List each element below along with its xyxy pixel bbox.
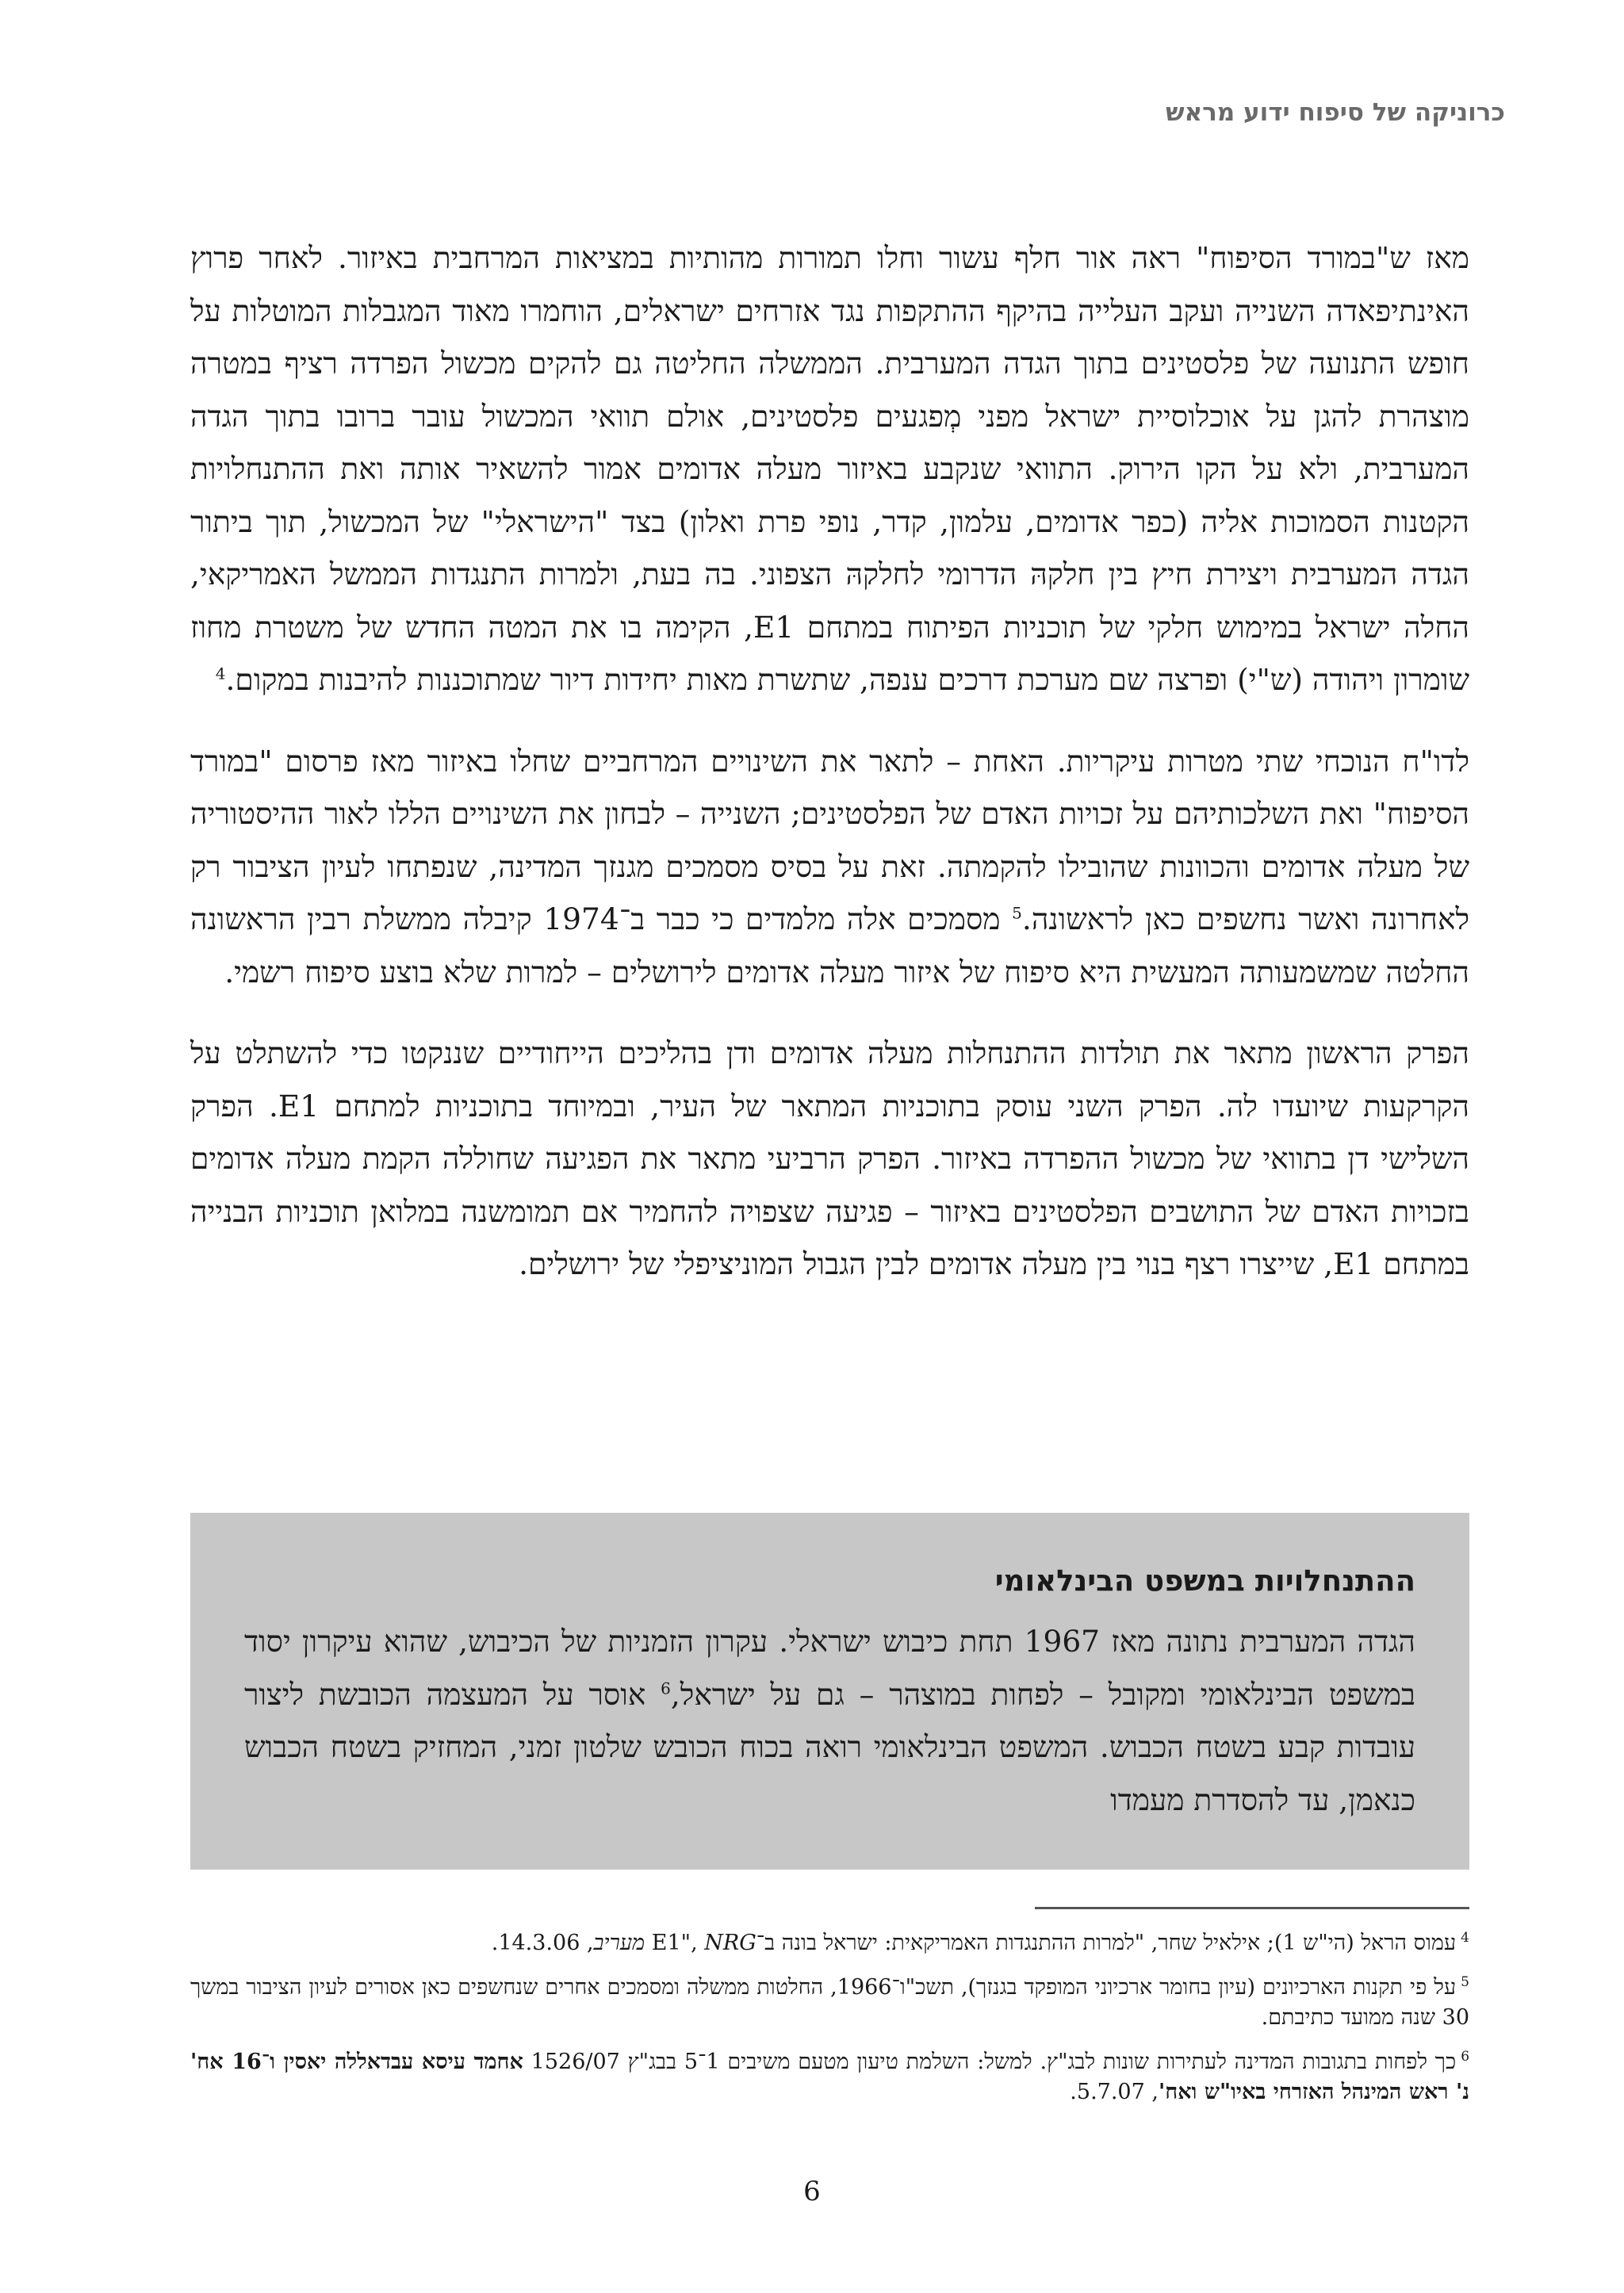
page-number: 6 <box>803 2176 821 2207</box>
footnote-ref-6[interactable]: 6 <box>661 1679 671 1698</box>
footnote-text: עמוס הראל (הי"ש 1); אילאיל שחר, "למרות ההתנגדות האמריקאית: ישראל בונה ב־E1", <box>651 1931 1457 1955</box>
footnote-6 <box>190 2047 1469 2107</box>
box-text-b: אוסר על המעצמה הכובשת ליצור עובדות קבע בשטח הכבוש. המשפט הבינלאומי רואה בכוח הכובש שלטון זמני, המחזיק בשטח הכבוש כנאמן, עד להסדרת מעמדו <box>244 1676 1415 1817</box>
footnote-5 <box>190 1973 1469 2033</box>
footnotes <box>190 1928 1469 2122</box>
box-text <box>244 1615 1415 1826</box>
paragraph-3 <box>190 1027 1469 1291</box>
footnote-text: , 14.3.06. <box>491 1931 594 1955</box>
body-text <box>190 232 1469 1319</box>
footnote-number: 4 <box>1461 1930 1469 1946</box>
footnote-text: כך לפחות בתגובות המדינה לעתירות שונות לבג"ץ. למשל: השלמת טיעון מטעם משיבים 1־5 בבג"ץ 1526/07 <box>523 2050 1457 2074</box>
footnote-ref-4[interactable]: 4 <box>215 664 226 683</box>
footnote-text: על פי תקנות הארכיונים (עיון בחומר ארכיוני המופקד בגנזך), תשכ"ו־1966, החלטות ממשלה ומסמכים אחרים שנחשפים כאן אסורים לעיון הציבור במשך 30 שנה ממועד כתיבתם. <box>190 1975 1469 2030</box>
footnote-case-name: אחמד עיסא עבדאללה יאסין ו־16 אח' נ' ראש המינהל האזרחי באיו"ש ואח' <box>190 2050 1469 2104</box>
paragraph-2-text-b: מסמכים אלה מלמדים כי כבר ב־1974 קיבלה ממשלת רבין הראשונה החלטה שמשמעותה המעשית היא סיפוח של איזור מעלה אדומים לירושלים – למרות שלא בוצע סיפוח רשמי. <box>190 902 1469 990</box>
footnote-source-title: NRG מעריב <box>593 1931 756 1955</box>
running-header: כרוניקה של סיפוח ידוע מראש <box>1166 98 1505 127</box>
footnote-divider <box>1035 1907 1469 1909</box>
box-title: ההתנחלויות במשפט הבינלאומי <box>994 1564 1415 1598</box>
sidebar-box <box>190 1513 1469 1870</box>
footnote-number: 5 <box>1461 1974 1469 1990</box>
box-text-a: הגדה המערבית נתונה מאז 1967 תחת כיבוש ישראלי. עקרון הזמניות של הכיבוש, שהוא עיקרון יסוד במשפט הבינלאומי ומקובל – לפחות במוצהר – גם על ישראל, <box>244 1624 1415 1712</box>
footnote-text: , 5.7.07. <box>1070 2080 1159 2104</box>
paragraph-3-text: הפרק הראשון מתאר את תולדות ההתנחלות מעלה אדומים ודן בהליכים הייחודיים שננקטו כדי להשתלט על הקרקעות שיועדו לה. הפרק השני עוסק בתוכניות המתאר של העיר, ובמיוחד בתוכניות למתחם E1. הפרק השלישי דן בתוואי של מכשול ההפרדה באיזור. הפרק הרביעי מתאר את הפגיעה שחוללה הקמת מעלה אדומים בזכויות האדם של התושבים הפלסטינים באיזור – פגיעה שצפויה להחמיר אם תמומשנה במלואן תוכניות הבנייה במתחם E1, שייצרו רצף בנוי בין מעלה אדומים לבין הגבול המוניציפלי של ירושלים. <box>190 1035 1470 1281</box>
paragraph-2 <box>190 735 1469 999</box>
footnote-number: 6 <box>1461 2049 1470 2065</box>
footnote-ref-5[interactable]: 5 <box>1012 903 1022 923</box>
paragraph-1 <box>190 232 1469 706</box>
footnote-4 <box>190 1928 1469 1958</box>
paragraph-2-text-a: לדו"ח הנוכחי שתי מטרות עיקריות. האחת – לתאר את השינויים המרחביים שחלו באיזור מאז פרסום "במורד הסיפוח" ואת השלכותיהם על זכויות האדם של הפלסטינים; השנייה – לבחון את השינויים הללו לאור ההיסטוריה של מעלה אדומים והכוונות שהובילו להקמתה. זאת על בסיס מסמכים מגנזך המדינה, שנפתחו לעיון הציבור רק לאחרונה ואשר נחשפים כאן לראשונה. <box>190 743 1470 936</box>
paragraph-1-text: מאז ש"במורד הסיפוח" ראה אור חלף עשור וחלו תמורות מהותיות במציאות המרחבית באיזור. לאחר פרוץ האינתיפאדה השנייה ועקב העלייה בהיקף ההתקפות נגד אזרחים ישראלים, הוחמרו מאוד המגבלות המוטלות על חופש התנועה של פלסטינים בתוך הגדה המערבית. הממשלה החליטה גם להקים מכשול הפרדה רציף במטרה מוצהרת להגן על אוכלוסיית ישראל מפני מְפגעים פלסטינים, אולם תוואי המכשול עובר ברובו בתוך הגדה המערבית, ולא על הקו הירוק. התוואי שנקבע באיזור מעלה אדומים אמור להשאיר אותה ואת ההתנחלויות הקטנות הסמוכות אליה (כפר אדומים, עלמון, קדר, נופי פרת ואלון) בצד "הישראלי" של המכשול, תוך ביתור הגדה המערבית ויצירת חיץ בין חלקהּ הדרומי לחלקהּ הצפוני. בה בעת, ולמרות התנגדות הממשל האמריקאי, החלה ישראל במימוש חלקי של תוכניות הפיתוח במתחם E1, הקימה בו את המטה החדש של משטרת מחוז שומרון ויהודה (ש"י) ופרצה שם מערכת דרכים ענפה, שתשרת מאות יחידות דיור שמתוכננות להיבנות במקום. <box>190 240 1469 697</box>
